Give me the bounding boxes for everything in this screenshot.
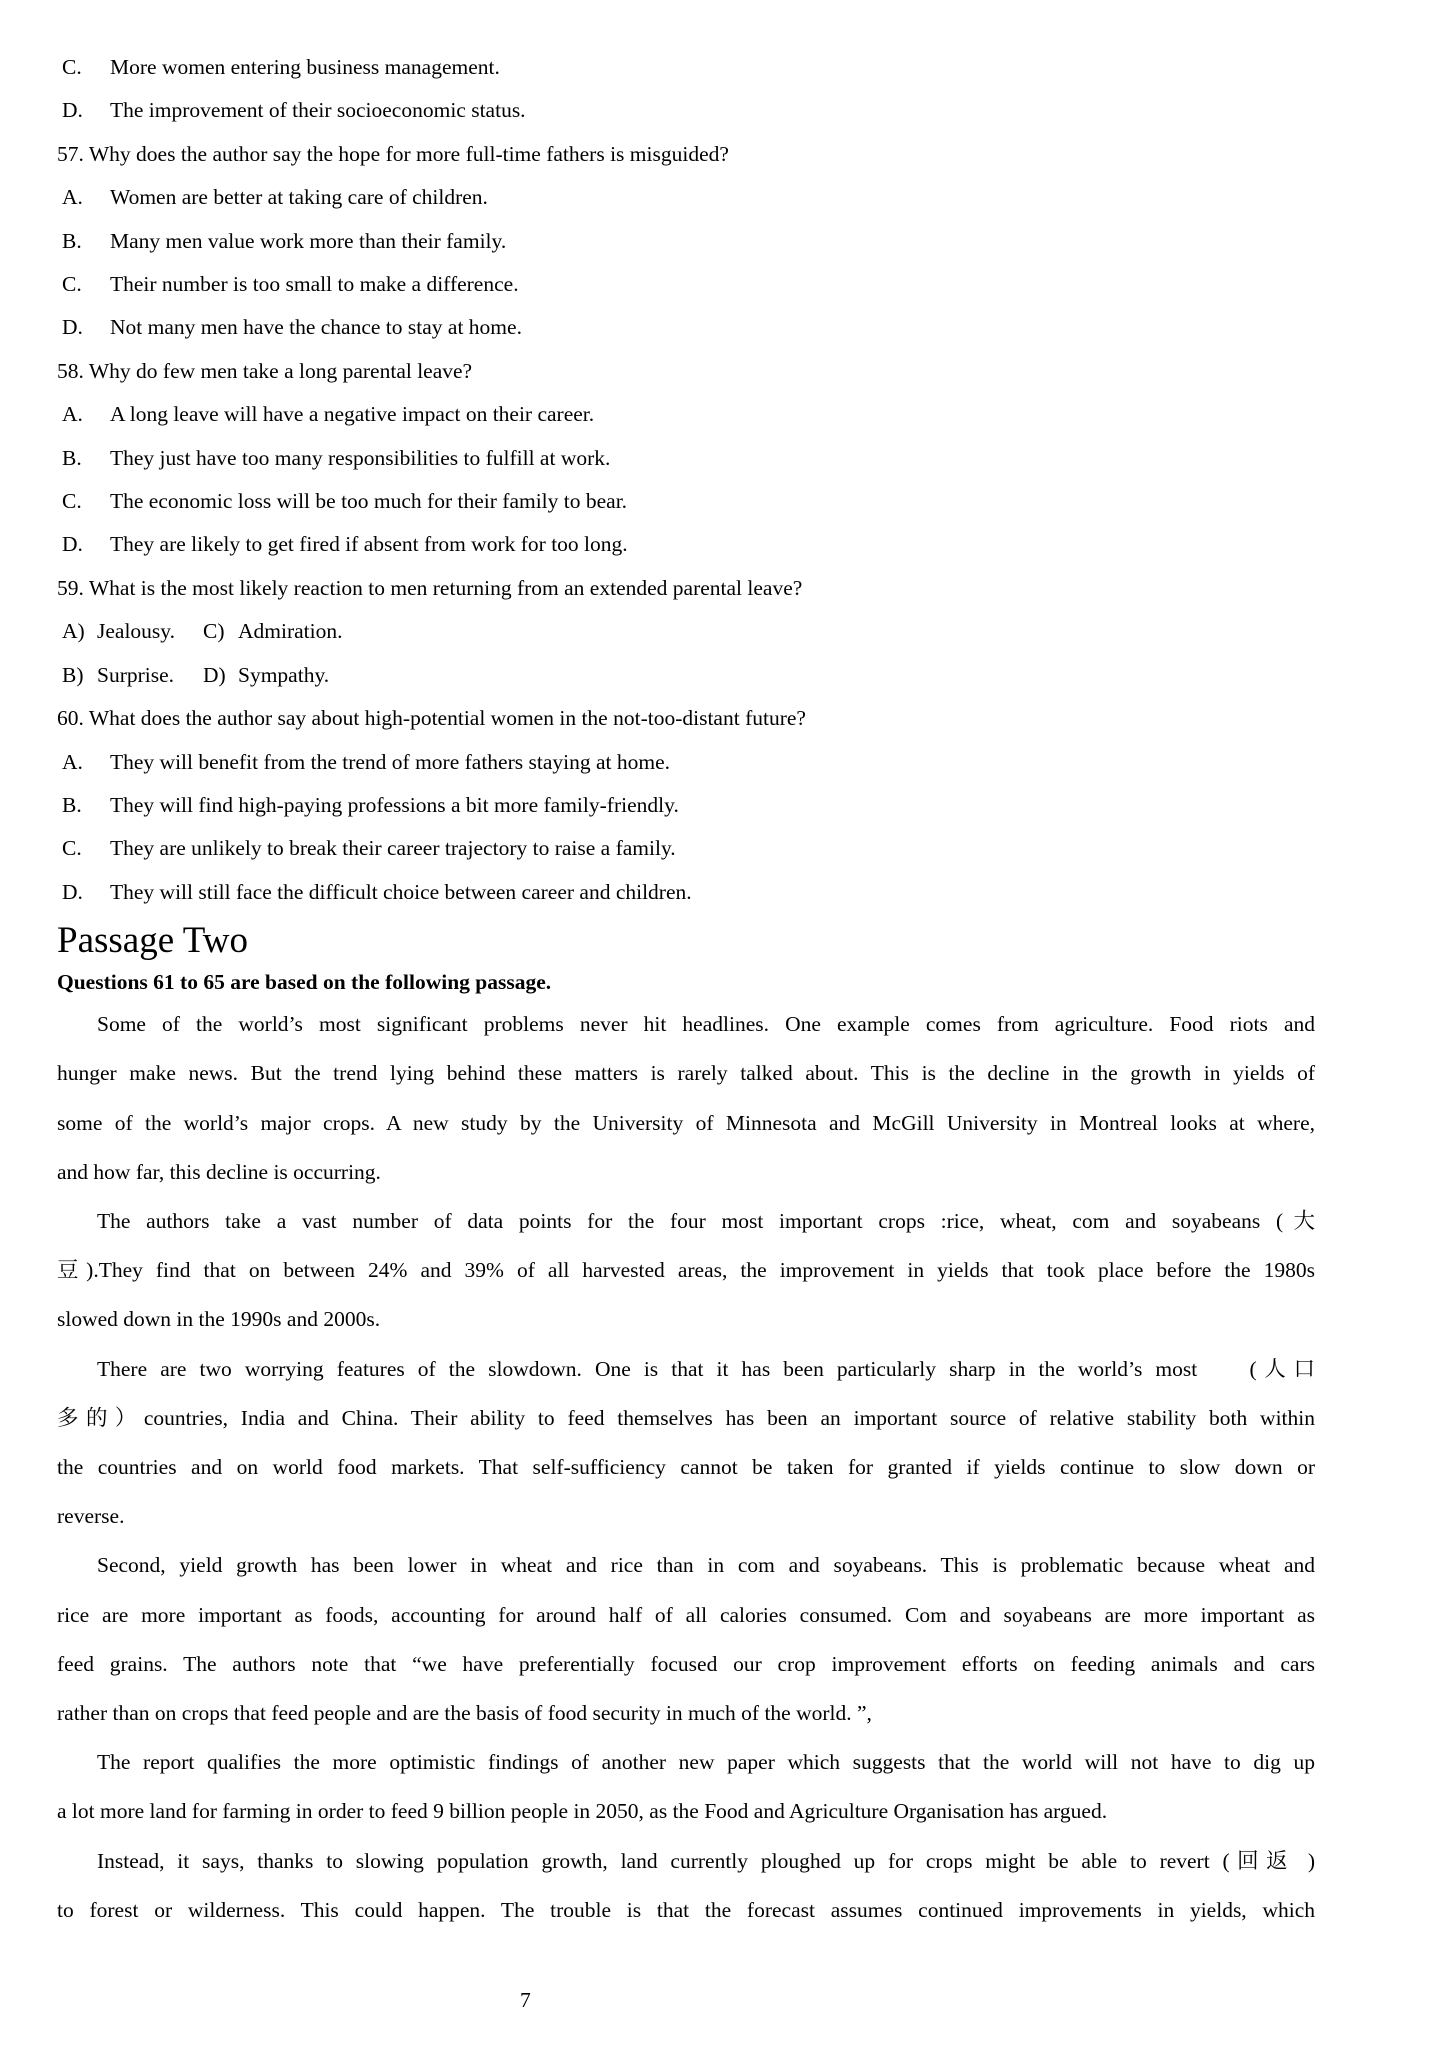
- option-label: C.: [62, 272, 82, 297]
- passage-paragraph: [57, 1345, 1315, 1542]
- option-label: D.: [62, 532, 83, 557]
- option-text: They will benefit from the trend of more fathers staying at home.: [110, 749, 671, 774]
- passage-line: Second, yield growth has been lower in wheat and rice than in com and soyabeans. This is problematic because wheat and: [97, 1553, 1315, 1578]
- answer-option-pair: [0, 610, 1448, 653]
- answer-option: [0, 393, 1448, 436]
- option-label: D.: [62, 315, 83, 340]
- passage-line: The report qualifies the more optimistic findings of another new paper which suggests that the world will not have to dig up: [97, 1750, 1315, 1775]
- option-label: C.: [62, 55, 82, 79]
- option-label: D.: [62, 98, 83, 123]
- passage-line: There are two worrying features of the slowdown. One is that it has been particularly sharp in the world’s most (人口: [97, 1356, 1315, 1381]
- answer-option: [0, 871, 1448, 914]
- passage-line: Some of the world’s most significant problems never hit headlines. One example comes from agriculture. Food riots and: [97, 1012, 1315, 1037]
- question-stem: 58. Why do few men take a long parental leave?: [57, 358, 473, 383]
- passage-paragraph: [57, 1000, 1315, 1197]
- passage-line: feed grains. The authors note that “we have preferentially focused our crop improvement efforts on feeding animals and cars: [57, 1651, 1315, 1676]
- option-label: D.: [62, 879, 83, 904]
- option-text: The economic loss will be too much for their family to bear.: [110, 489, 628, 514]
- passage-paragraph: [57, 1197, 1315, 1345]
- questions-list: [0, 0, 1448, 914]
- answer-option: [0, 480, 1448, 523]
- option-text: Jealousy.: [97, 619, 176, 644]
- passage-paragraph: [57, 1541, 1315, 1738]
- passage-line: 豆).They find that on between 24% and 39% of all harvested areas, the improvement in yields that took place before the 1980s: [57, 1258, 1315, 1283]
- option-text: They will find high-paying professions a bit more family-friendly.: [110, 792, 679, 817]
- passage-line: rice are more important as foods, accounting for around half of all calories consumed. Com and soyabeans are more important as: [57, 1602, 1315, 1627]
- option-text: More women entering business management.: [110, 55, 500, 79]
- answer-option: [0, 306, 1448, 349]
- answer-option-pair: [0, 654, 1448, 697]
- answer-option: [0, 523, 1448, 566]
- option-label: B.: [62, 445, 82, 470]
- option-label: C.: [62, 836, 82, 861]
- option-text: Not many men have the chance to stay at home.: [110, 315, 522, 340]
- passage-line: reverse.: [57, 1504, 125, 1529]
- option-text: Admiration.: [238, 619, 343, 644]
- passage-instructions: Questions 61 to 65 are based on the following passage.: [57, 970, 552, 995]
- option-text: Sympathy.: [238, 662, 330, 687]
- answer-option: [0, 89, 1448, 132]
- option-text: Women are better at taking care of children.: [110, 185, 488, 210]
- option-text: A long leave will have a negative impact on their career.: [110, 402, 595, 427]
- passage-paragraph: [57, 1837, 1315, 1935]
- passage-line: the countries and on world food markets. That self-sufficiency cannot be taken for granted if yields continue to slow down or: [57, 1454, 1315, 1479]
- passage-line: hunger make news. But the trend lying behind these matters is rarely talked about. This is the decline in the growth in yields of: [57, 1061, 1315, 1086]
- passage-line: and how far, this decline is occurring.: [57, 1159, 381, 1184]
- passage-body: [57, 1000, 1315, 1935]
- option-text: Their number is too small to make a difference.: [110, 272, 519, 297]
- passage-line: rather than on crops that feed people and are the basis of food security in much of the world. ”,: [57, 1700, 872, 1725]
- answer-option: [0, 741, 1448, 784]
- option-label: B.: [62, 228, 82, 253]
- option-text: Surprise.: [97, 662, 175, 687]
- passage-line: 多的）countries, India and China. Their ability to feed themselves has been an important source of relative stability both within: [57, 1405, 1315, 1430]
- option-label: C.: [62, 489, 82, 514]
- option-text: They are unlikely to break their career trajectory to raise a family.: [110, 836, 676, 861]
- question-stem: 59. What is the most likely reaction to men returning from an extended parental leave?: [57, 575, 803, 600]
- passage-line: slowed down in the 1990s and 2000s.: [57, 1307, 381, 1332]
- answer-option: [0, 263, 1448, 306]
- passage-two-heading: Passage Two: [57, 920, 248, 962]
- answer-option: [0, 46, 1448, 89]
- option-label: D): [203, 662, 226, 687]
- answer-option: [0, 784, 1448, 827]
- passage-line: The authors take a vast number of data points for the four most important crops :rice, wheat, com and soyabeans (大: [97, 1208, 1315, 1233]
- passage-line: Instead, it says, thanks to slowing population growth, land currently ploughed up for crops might be able to revert (回返 ): [97, 1848, 1315, 1873]
- question-stem: 60. What does the author say about high-potential women in the not-too-distant future?: [57, 706, 806, 731]
- option-text: The improvement of their socioeconomic status.: [110, 98, 526, 123]
- page-number: 7: [520, 1988, 531, 2012]
- option-text: They are likely to get fired if absent from work for too long.: [110, 532, 628, 557]
- answer-option: [0, 437, 1448, 480]
- option-label: A): [62, 619, 85, 644]
- passage-line: some of the world’s major crops. A new study by the University of Minnesota and McGill University in Montreal looks at where,: [57, 1110, 1315, 1135]
- answer-option: [0, 220, 1448, 263]
- answer-option: [0, 176, 1448, 219]
- option-text: Many men value work more than their family.: [110, 228, 507, 253]
- passage-line: a lot more land for farming in order to feed 9 billion people in 2050, as the Food and Agriculture Organisation has argued.: [57, 1799, 1108, 1824]
- option-text: They will still face the difficult choice between career and children.: [110, 879, 692, 904]
- option-label: A.: [62, 185, 83, 210]
- option-label: A.: [62, 402, 83, 427]
- passage-paragraph: [57, 1738, 1315, 1836]
- passage-line: to forest or wilderness. This could happen. The trouble is that the forecast assumes continued improvements in yields, which: [57, 1897, 1315, 1922]
- question-stem: 57. Why does the author say the hope for more full-time fathers is misguided?: [57, 141, 729, 166]
- answer-option: [0, 827, 1448, 870]
- option-text: They just have too many responsibilities to fulfill at work.: [110, 445, 611, 470]
- option-label: C): [203, 619, 225, 644]
- option-label: B): [62, 662, 84, 687]
- option-label: A.: [62, 749, 83, 774]
- option-label: B.: [62, 792, 82, 817]
